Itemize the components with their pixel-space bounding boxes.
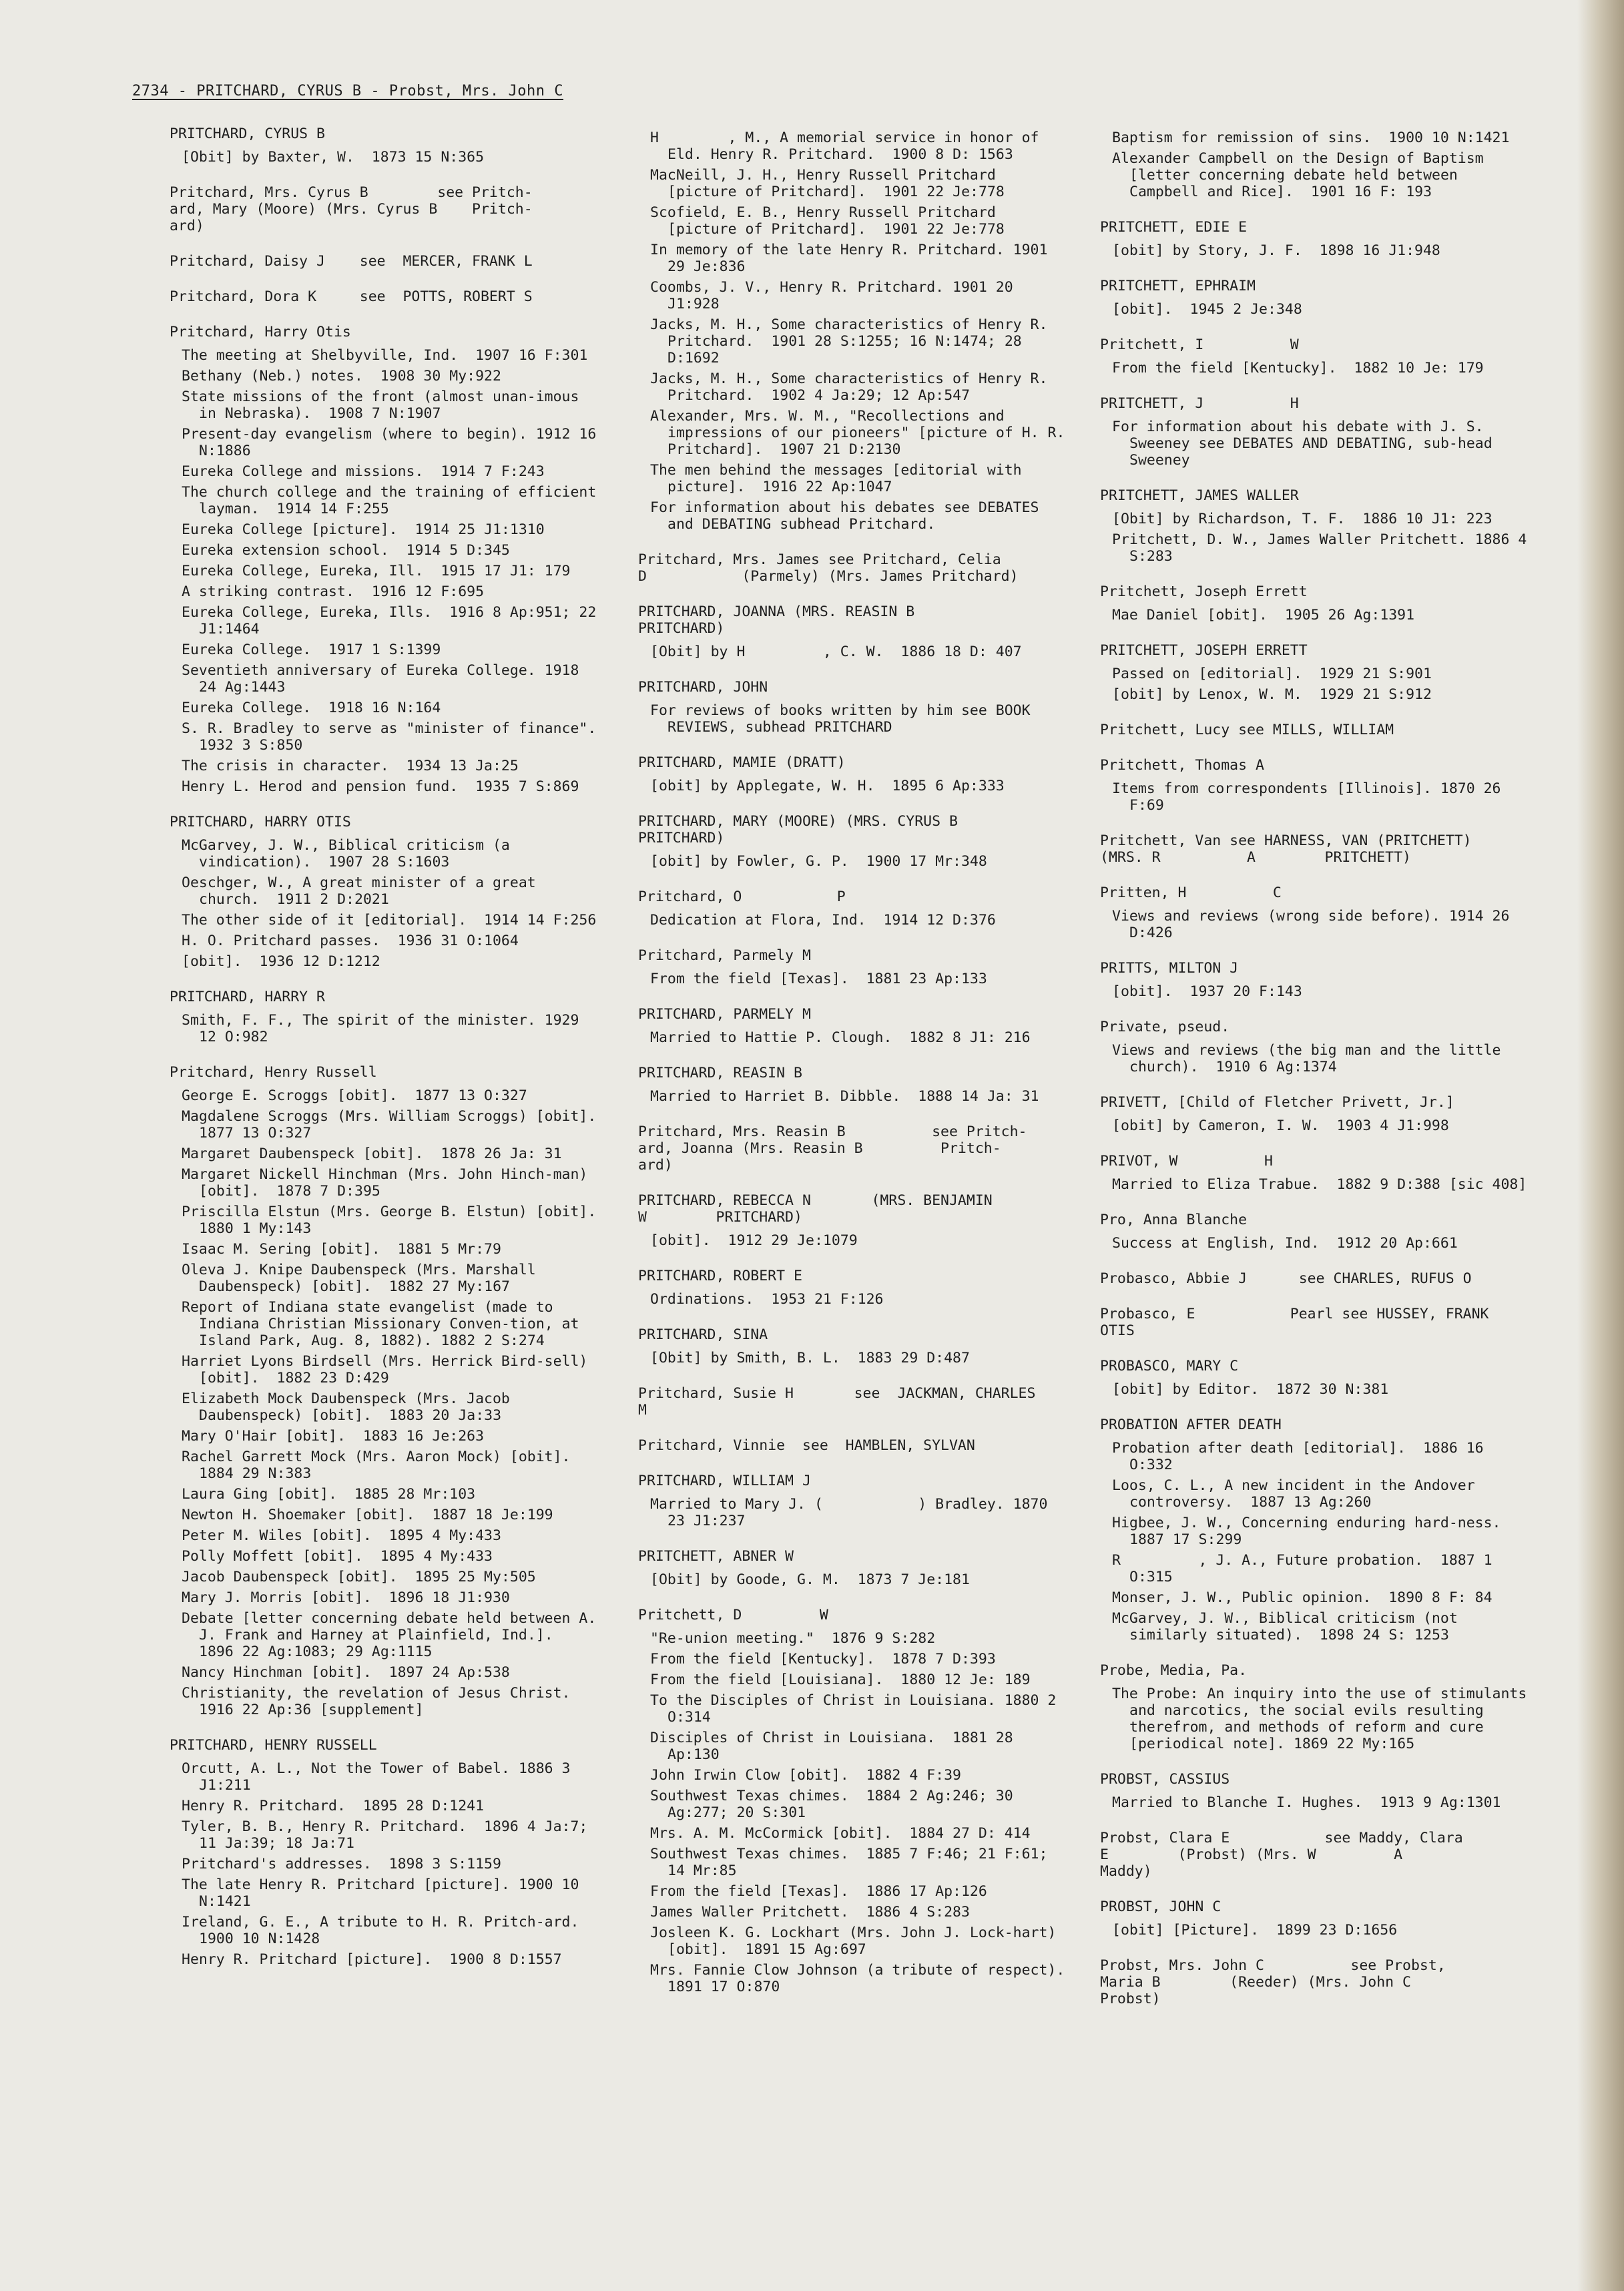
entry-heading: PRITCHARD, JOHN <box>638 679 768 696</box>
index-entry <box>638 1473 1065 1529</box>
index-entry <box>638 130 1074 533</box>
entry-citation: R , J. A., Future probation. 1887 1 O:315 <box>1112 1552 1501 1585</box>
index-entry <box>1100 757 1527 814</box>
entry-citation: Eureka extension school. 1914 5 D:345 <box>182 542 510 559</box>
entry-heading: Probasco, E Pearl see HUSSEY, FRANK OTIS <box>1100 1306 1489 1339</box>
entry-citation: Debate [letter concerning debate held between A. J. Frank and Harney at Plainfield, Ind.]. 1896 22 Ag:1083; 29 Ag:1115 <box>182 1610 605 1660</box>
entry-citation: Southwest Texas chimes. 1885 7 F:46; 21 F:61; 14 Mr:85 <box>650 1846 1057 1879</box>
index-entry <box>1100 722 1527 738</box>
entry-citation: [obit] by Cameron, I. W. 1903 4 J1:998 <box>1112 1117 1449 1134</box>
entry-citation: [obit]. 1937 20 F:143 <box>1112 983 1302 1000</box>
entry-citation: Higbee, J. W., Concerning enduring hard-ness. 1887 17 S:299 <box>1112 1515 1519 1548</box>
entry-citation: Eureka College. 1918 16 N:164 <box>182 700 441 716</box>
index-entry <box>638 1385 1065 1419</box>
entry-heading: Pritchard, Parmely M <box>638 947 811 964</box>
entry-citation: H. O. Pritchard passes. 1936 31 O:1064 <box>182 933 519 949</box>
entry-heading: Pritchard, Harry Otis <box>170 324 351 340</box>
entry-citation: Probation after death [editorial]. 1886 16 O:332 <box>1112 1440 1493 1473</box>
entry-citation: [obit] by Lenox, W. M. 1929 21 S:912 <box>1112 686 1432 703</box>
entry-citation: A striking contrast. 1916 12 F:695 <box>182 583 485 600</box>
index-entry <box>170 989 597 1045</box>
entry-citation: Ireland, G. E., A tribute to H. R. Pritch-ard. 1900 10 N:1428 <box>182 1914 597 1947</box>
entry-citation: James Waller Pritchett. 1886 4 S:283 <box>650 1904 970 1921</box>
entry-citation: Peter M. Wiles [obit]. 1895 4 My:433 <box>182 1527 501 1544</box>
entry-citation: The Probe: An inquiry into the use of stimulants and narcotics, the social evils resulting therefrom, and methods of reform and cure [periodical note]. 1869 22 My:165 <box>1112 1686 1536 1752</box>
entry-heading: PRITCHARD, JOANNA (MRS. REASIN B PRITCHARD) <box>638 603 915 637</box>
entry-heading: PRITCHETT, J H <box>1100 395 1299 412</box>
entry-citation: From the field [Kentucky]. 1882 10 Je: 179 <box>1112 360 1484 376</box>
entry-citation: Married to Blanche I. Hughes. 1913 9 Ag:1301 <box>1112 1794 1501 1811</box>
entry-heading: PRITCHARD, WILLIAM J <box>638 1473 811 1489</box>
entry-citation: Mrs. Fannie Clow Johnson (a tribute of respect). 1891 17 O:870 <box>650 1962 1083 1995</box>
entry-citation: Josleen K. G. Lockhart (Mrs. John J. Lock-hart) [obit]. 1891 15 Ag:697 <box>650 1925 1065 1958</box>
entry-heading: Pritchett, Thomas A <box>1100 757 1264 774</box>
entry-citation: From the field [Kentucky]. 1878 7 D:393 <box>650 1651 996 1668</box>
entry-citation: McGarvey, J. W., Biblical criticism (a vindication). 1907 28 S:1603 <box>182 837 519 870</box>
entry-heading: Pritchard, Dora K see POTTS, ROBERT S <box>170 288 533 305</box>
entry-citation: Passed on [editorial]. 1929 21 S:901 <box>1112 666 1432 682</box>
index-entry <box>638 1192 1065 1249</box>
index-entry <box>1100 1662 1536 1752</box>
index-entry <box>638 1268 1065 1308</box>
entry-citation: Eureka College, Eureka, Ills. 1916 8 Ap:951; 22 J1:1464 <box>182 604 605 638</box>
entry-citation: Jacks, M. H., Some characteristics of Henry R. Pritchard. 1901 28 S:1255; 16 N:1474; 28 D:1692 <box>650 316 1057 366</box>
entry-citation: [obit] by Editor. 1872 30 N:381 <box>1112 1381 1389 1398</box>
entry-citation: Margaret Daubenspeck [obit]. 1878 26 Ja: 31 <box>182 1146 562 1162</box>
index-entry <box>638 813 1065 870</box>
entry-citation: State missions of the front (almost unan-imous in Nebraska). 1908 7 N:1907 <box>182 389 588 422</box>
entry-citation: From the field [Texas]. 1886 17 Ap:126 <box>650 1883 987 1900</box>
entry-citation: Mrs. A. M. McCormick [obit]. 1884 27 D: 414 <box>650 1825 1031 1842</box>
entry-citation: George E. Scroggs [obit]. 1877 13 O:327 <box>182 1087 527 1104</box>
entry-citation: For information about his debates see DEBATES and DEBATING subhead Pritchard. <box>650 499 1048 533</box>
entry-citation: Pritchard's addresses. 1898 3 S:1159 <box>182 1856 501 1872</box>
index-entry <box>638 947 1065 987</box>
entry-citation: S. R. Bradley to serve as "minister of finance". 1932 3 S:850 <box>182 720 614 754</box>
index-entry <box>1100 1094 1527 1134</box>
entry-citation: Eureka College [picture]. 1914 25 J1:1310 <box>182 521 545 538</box>
index-entry <box>638 1065 1065 1105</box>
entry-heading: Probe, Media, Pa. <box>1100 1662 1248 1679</box>
entry-heading: Pritchard, Mrs. James see Pritchard, Celia D (Parmely) (Mrs. James Pritchard) <box>638 551 1019 585</box>
entry-citation: Newton H. Shoemaker [obit]. 1887 18 Je:199 <box>182 1507 553 1523</box>
index-entry <box>1100 1212 1527 1252</box>
page-header: 2734 - PRITCHARD, CYRUS B - Probst, Mrs. John C <box>132 83 564 99</box>
index-entry <box>170 1737 597 1968</box>
entry-heading: PRIVOT, W H <box>1100 1153 1273 1170</box>
entry-citation: Success at English, Ind. 1912 20 Ap:661 <box>1112 1235 1458 1252</box>
entry-citation: [obit]. 1936 12 D:1212 <box>182 953 380 970</box>
entry-citation: Henry R. Pritchard [picture]. 1900 8 D:1557 <box>182 1951 562 1968</box>
index-entry <box>170 184 597 234</box>
index-entry <box>1100 1153 1527 1193</box>
entry-heading: Pritchard, Mrs. Reasin B see Pritch- ard, Joanna (Mrs. Reasin B Pritch- ard) <box>638 1123 1027 1174</box>
entry-citation: Rachel Garrett Mock (Mrs. Aaron Mock) [obit]. 1884 29 N:383 <box>182 1449 588 1482</box>
entry-heading: PROBST, JOHN C <box>1100 1898 1222 1915</box>
entry-heading: PRITCHARD, HARRY OTIS <box>170 814 351 830</box>
entry-citation: Mary O'Hair [obit]. 1883 16 Je:263 <box>182 1428 485 1445</box>
index-entry <box>1100 1270 1527 1287</box>
entry-citation: Married to Harriet B. Dibble. 1888 14 Ja: 31 <box>650 1088 1039 1105</box>
entry-citation: Mary J. Morris [obit]. 1896 18 J1:930 <box>182 1589 510 1606</box>
entry-heading: Pritchett, D W <box>638 1607 828 1623</box>
entry-citation: From the field [Texas]. 1881 23 Ap:133 <box>650 971 987 987</box>
entry-heading: Pritten, H C <box>1100 884 1282 901</box>
entry-citation: Dedication at Flora, Ind. 1914 12 D:376 <box>650 912 996 929</box>
entry-citation: Alexander, Mrs. W. M., "Recollections and impressions of our pioneers" [picture of H. R. Pritchard]. 1907 21 D:2130 <box>650 408 1074 458</box>
index-entry <box>1100 130 1527 200</box>
entry-citation: Mae Daniel [obit]. 1905 26 Ag:1391 <box>1112 607 1415 623</box>
entry-heading: Pritchett, I W <box>1100 336 1299 353</box>
entry-citation: Smith, F. F., The spirit of the minister. 1929 12 O:982 <box>182 1012 588 1045</box>
index-entry <box>638 888 1065 929</box>
entry-heading: Probst, Clara E see Maddy, Clara E (Probst) (Mrs. W A Maddy) <box>1100 1830 1463 1880</box>
entry-heading: Probasco, Abbie J see CHARLES, RUFUS O <box>1100 1270 1472 1287</box>
entry-heading: Pritchard, O P <box>638 888 846 905</box>
index-entry <box>1100 1771 1527 1811</box>
entry-citation: Loos, C. L., A new incident in the Andover controversy. 1887 13 Ag:260 <box>1112 1477 1484 1511</box>
entry-citation: Coombs, J. V., Henry R. Pritchard. 1901 20 J1:928 <box>650 279 1022 312</box>
entry-citation: H , M., A memorial service in honor of Eld. Henry R. Pritchard. 1900 8 D: 1563 <box>650 130 1048 163</box>
index-entry <box>1100 1830 1527 1880</box>
entry-heading: PRITCHETT, EPHRAIM <box>1100 278 1256 294</box>
entry-citation: Isaac M. Sering [obit]. 1881 5 Mr:79 <box>182 1241 501 1258</box>
entry-citation: [obit]. 1912 29 Je:1079 <box>650 1232 858 1249</box>
entry-citation: [obit] [Picture]. 1899 23 D:1656 <box>1112 1922 1398 1939</box>
entry-citation: [obit]. 1945 2 Je:348 <box>1112 301 1302 318</box>
entry-citation: Married to Mary J. ( ) Bradley. 1870 23 J1:237 <box>650 1496 1057 1529</box>
entry-citation: Jacks, M. H., Some characteristics of Henry R. Pritchard. 1902 4 Ja:29; 12 Ap:547 <box>650 370 1057 404</box>
index-entry <box>638 679 1065 736</box>
index-entry <box>638 1607 1083 1995</box>
entry-citation: Pritchett, D. W., James Waller Pritchett. 1886 4 S:283 <box>1112 531 1536 565</box>
entry-citation: [Obit] by Smith, B. L. 1883 29 D:487 <box>650 1350 970 1366</box>
entry-citation: Views and reviews (wrong side before). 1914 26 D:426 <box>1112 908 1519 941</box>
entry-citation: Scofield, E. B., Henry Russell Pritchard [picture of Pritchard]. 1901 22 Je:778 <box>650 204 1005 238</box>
entry-citation: The late Henry R. Pritchard [picture]. 1900 10 N:1421 <box>182 1876 588 1910</box>
entry-citation: McGarvey, J. W., Biblical criticism (not similarly situated). 1898 24 S: 1253 <box>1112 1610 1466 1643</box>
entry-citation: Monser, J. W., Public opinion. 1890 8 F: 84 <box>1112 1589 1493 1606</box>
index-entry <box>170 814 597 970</box>
index-entry <box>638 1437 1065 1454</box>
index-entry <box>170 253 597 270</box>
entry-citation: In memory of the late Henry R. Pritchard. 1901 29 Je:836 <box>650 242 1057 275</box>
entry-citation: Married to Eliza Trabue. 1882 9 D:388 [sic 408] <box>1112 1176 1527 1193</box>
column-2 <box>638 125 1083 2014</box>
entry-citation: [obit] by Fowler, G. P. 1900 17 Mr:348 <box>650 853 987 870</box>
entry-heading: PRITCHARD, MAMIE (DRATT) <box>638 754 846 771</box>
entry-citation: Eureka College and missions. 1914 7 F:243 <box>182 463 545 480</box>
index-entry <box>170 324 614 795</box>
entry-citation: Laura Ging [obit]. 1885 28 Mr:103 <box>182 1486 476 1503</box>
entry-citation: Present-day evangelism (where to begin). 1912 16 N:1886 <box>182 426 605 459</box>
index-entry <box>1100 1306 1527 1339</box>
entry-heading: Probst, Mrs. John C see Probst, Maria B (Reeder) (Mrs. John C Probst) <box>1100 1957 1446 2007</box>
entry-citation: Christianity, the revelation of Jesus Christ. 1916 22 Ap:36 [supplement] <box>182 1685 588 1718</box>
entry-heading: Pritchard, Henry Russell <box>170 1064 377 1081</box>
entry-citation: Nancy Hinchman [obit]. 1897 24 Ap:538 <box>182 1664 510 1681</box>
index-entry <box>638 551 1065 585</box>
entry-heading: Pritchett, Joseph Errett <box>1100 583 1308 600</box>
entry-citation: Bethany (Neb.) notes. 1908 30 My:922 <box>182 368 501 385</box>
index-entry <box>638 754 1065 794</box>
entry-heading: Pritchett, Van see HARNESS, VAN (PRITCHETT) (MRS. R A PRITCHETT) <box>1100 832 1472 866</box>
entry-heading: PRITCHARD, SINA <box>638 1326 768 1343</box>
entry-citation: The other side of it [editorial]. 1914 14 F:256 <box>182 912 597 929</box>
entry-citation: For reviews of books written by him see BOOK REVIEWS, subhead PRITCHARD <box>650 702 1039 736</box>
entry-heading: Pritchett, Lucy see MILLS, WILLIAM <box>1100 722 1394 738</box>
entry-citation: MacNeill, J. H., Henry Russell Pritchard [picture of Pritchard]. 1901 22 Je:778 <box>650 167 1005 200</box>
entry-citation: [Obit] by Baxter, W. 1873 15 N:365 <box>182 149 485 166</box>
entry-citation: [Obit] by H , C. W. 1886 18 D: 407 <box>650 644 1022 660</box>
entry-citation: Henry L. Herod and pension fund. 1935 7 S:869 <box>182 778 579 795</box>
entry-heading: PRITCHETT, EDIE E <box>1100 219 1248 236</box>
entry-citation: Elizabeth Mock Daubenspeck (Mrs. Jacob Daubenspeck) [obit]. 1883 20 Ja:33 <box>182 1390 519 1424</box>
entry-citation: The meeting at Shelbyville, Ind. 1907 16 F:301 <box>182 347 588 364</box>
entry-heading: PRITCHETT, ABNER W <box>638 1548 794 1565</box>
entry-citation: To the Disciples of Christ in Louisiana. 1880 2 O:314 <box>650 1692 1065 1726</box>
entry-citation: [obit] by Applegate, W. H. 1895 6 Ap:333 <box>650 778 1005 794</box>
entry-heading: PRITCHETT, JOSEPH ERRETT <box>1100 642 1308 659</box>
entry-citation: [Obit] by Goode, G. M. 1873 7 Je:181 <box>650 1571 970 1588</box>
entry-citation: Eureka College, Eureka, Ill. 1915 17 J1: 179 <box>182 563 571 579</box>
index-entry <box>1100 219 1527 259</box>
index-entry <box>1100 583 1527 623</box>
index-entry <box>1100 884 1527 941</box>
entry-citation: Polly Moffett [obit]. 1895 4 My:433 <box>182 1548 493 1565</box>
entry-citation: Priscilla Elstun (Mrs. George B. Elstun) [obit]. 1880 1 My:143 <box>182 1204 614 1237</box>
entry-citation: Jacob Daubenspeck [obit]. 1895 25 My:505 <box>182 1569 536 1585</box>
entry-citation: Oeschger, W., A great minister of a great church. 1911 2 D:2021 <box>182 874 545 908</box>
entry-citation: Henry R. Pritchard. 1895 28 D:1241 <box>182 1798 485 1814</box>
index-entry <box>1100 832 1527 866</box>
index-entry <box>170 288 597 305</box>
index-entry <box>1100 1019 1527 1075</box>
entry-heading: PRITCHARD, PARMELY M <box>638 1006 811 1023</box>
entry-heading: PRITCHARD, REBECCA N (MRS. BENJAMIN W PRITCHARD) <box>638 1192 993 1226</box>
entry-citation: Married to Hattie P. Clough. 1882 8 J1: 216 <box>650 1029 1031 1046</box>
entry-citation: Eureka College. 1917 1 S:1399 <box>182 642 441 658</box>
index-entry <box>1100 278 1527 318</box>
entry-heading: PRITCHETT, JAMES WALLER <box>1100 487 1299 504</box>
entry-citation: Report of Indiana state evangelist (made to Indiana Christian Missionary Conven-tion, at Island Park, Aug. 8, 1882). 1882 2 S:274 <box>182 1299 588 1349</box>
index-entry <box>1100 395 1527 469</box>
entry-citation: Baptism for remission of sins. 1900 10 N:1421 <box>1112 130 1510 146</box>
entry-citation: [obit] by Story, J. F. 1898 16 J1:948 <box>1112 242 1440 259</box>
entry-heading: PRITCHARD, HENRY RUSSELL <box>170 1737 377 1754</box>
entry-citation: Ordinations. 1953 21 F:126 <box>650 1291 884 1308</box>
entry-heading: Pro, Anna Blanche <box>1100 1212 1248 1228</box>
column-3 <box>1100 125 1536 2026</box>
entry-citation: For information about his debate with J. S. Sweeney see DEBATES AND DEBATING, sub-head Sweeney <box>1112 419 1501 469</box>
entry-citation: Disciples of Christ in Louisiana. 1881 28 Ap:130 <box>650 1730 1022 1763</box>
entry-heading: Private, pseud. <box>1100 1019 1230 1035</box>
entry-citation: Alexander Campbell on the Design of Baptism [letter concerning debate held between Campbell and Rice]. 1901 16 F: 193 <box>1112 150 1493 200</box>
index-entry <box>1100 487 1536 565</box>
entry-heading: PROBASCO, MARY C <box>1100 1358 1239 1374</box>
index-entry <box>1100 960 1527 1000</box>
entry-heading: PRITCHARD, CYRUS B <box>170 125 325 142</box>
index-entry <box>1100 336 1527 376</box>
entry-citation: Items from correspondents [Illinois]. 1870 26 F:69 <box>1112 780 1510 814</box>
index-entry <box>638 1006 1065 1046</box>
entry-heading: PROBST, CASSIUS <box>1100 1771 1230 1788</box>
index-entry <box>638 1123 1065 1174</box>
index-entry <box>1100 1957 1527 2007</box>
entry-citation: Magdalene Scroggs (Mrs. William Scroggs) [obit]. 1877 13 O:327 <box>182 1108 614 1141</box>
entry-citation: Orcutt, A. L., Not the Tower of Babel. 1886 3 J1:211 <box>182 1760 579 1794</box>
entry-citation: Views and reviews (the big man and the little church). 1910 6 Ag:1374 <box>1112 1042 1510 1075</box>
entry-heading: Pritchard, Susie H see JACKMAN, CHARLES M <box>638 1385 1036 1419</box>
index-entry <box>170 125 597 166</box>
index-entry <box>638 1548 1065 1588</box>
index-entry <box>1100 1358 1527 1398</box>
index-entry <box>1100 1417 1527 1643</box>
entry-citation: The men behind the messages [editorial with picture]. 1916 22 Ap:1047 <box>650 462 1031 495</box>
entry-citation: From the field [Louisiana]. 1880 12 Je: 189 <box>650 1672 1031 1688</box>
entry-heading: PRITCHARD, ROBERT E <box>638 1268 802 1284</box>
entry-citation: "Re-union meeting." 1876 9 S:282 <box>650 1630 936 1647</box>
entry-citation: The church college and the training of efficient layman. 1914 14 F:255 <box>182 484 605 517</box>
entry-heading: PRITCHARD, HARRY R <box>170 989 325 1005</box>
index-entry <box>638 603 1065 660</box>
entry-heading: PRIVETT, [Child of Fletcher Privett, Jr.] <box>1100 1094 1454 1111</box>
entry-citation: [Obit] by Richardson, T. F. 1886 10 J1: 223 <box>1112 511 1493 527</box>
index-entry <box>1100 1898 1527 1939</box>
index-entry <box>170 1064 614 1718</box>
entry-citation: John Irwin Clow [obit]. 1882 4 F:39 <box>650 1767 961 1784</box>
entry-heading: Pritchard, Vinnie see HAMBLEN, SYLVAN <box>638 1437 975 1454</box>
entry-citation: Tyler, B. B., Henry R. Pritchard. 1896 4 Ja:7; 11 Ja:39; 18 Ja:71 <box>182 1818 597 1852</box>
entry-heading: PRITCHARD, MARY (MOORE) (MRS. CYRUS B PRITCHARD) <box>638 813 958 846</box>
entry-heading: Pritchard, Daisy J see MERCER, FRANK L <box>170 253 533 270</box>
column-1 <box>170 125 614 1987</box>
entry-citation: Oleva J. Knipe Daubenspeck (Mrs. Marshall Daubenspeck) [obit]. 1882 27 My:167 <box>182 1262 545 1295</box>
index-entry <box>1100 642 1527 703</box>
entry-heading: Pritchard, Mrs. Cyrus B see Pritch- ard, Mary (Moore) (Mrs. Cyrus B Pritch- ard) <box>170 184 533 234</box>
entry-citation: Southwest Texas chimes. 1884 2 Ag:246; 30 Ag:277; 20 S:301 <box>650 1788 1022 1821</box>
entry-heading: PRITTS, MILTON J <box>1100 960 1239 977</box>
index-entry <box>638 1326 1065 1366</box>
entry-citation: Harriet Lyons Birdsell (Mrs. Herrick Bird-sell) [obit]. 1882 23 D:429 <box>182 1353 597 1386</box>
entry-citation: Margaret Nickell Hinchman (Mrs. John Hinch-man) [obit]. 1878 7 D:395 <box>182 1166 597 1200</box>
entry-citation: The crisis in character. 1934 13 Ja:25 <box>182 758 519 774</box>
entry-citation: Seventieth anniversary of Eureka College. 1918 24 Ag:1443 <box>182 662 588 696</box>
entry-heading: PRITCHARD, REASIN B <box>638 1065 802 1081</box>
entry-heading: PROBATION AFTER DEATH <box>1100 1417 1282 1433</box>
page-edge-shadow <box>1577 0 1624 2291</box>
